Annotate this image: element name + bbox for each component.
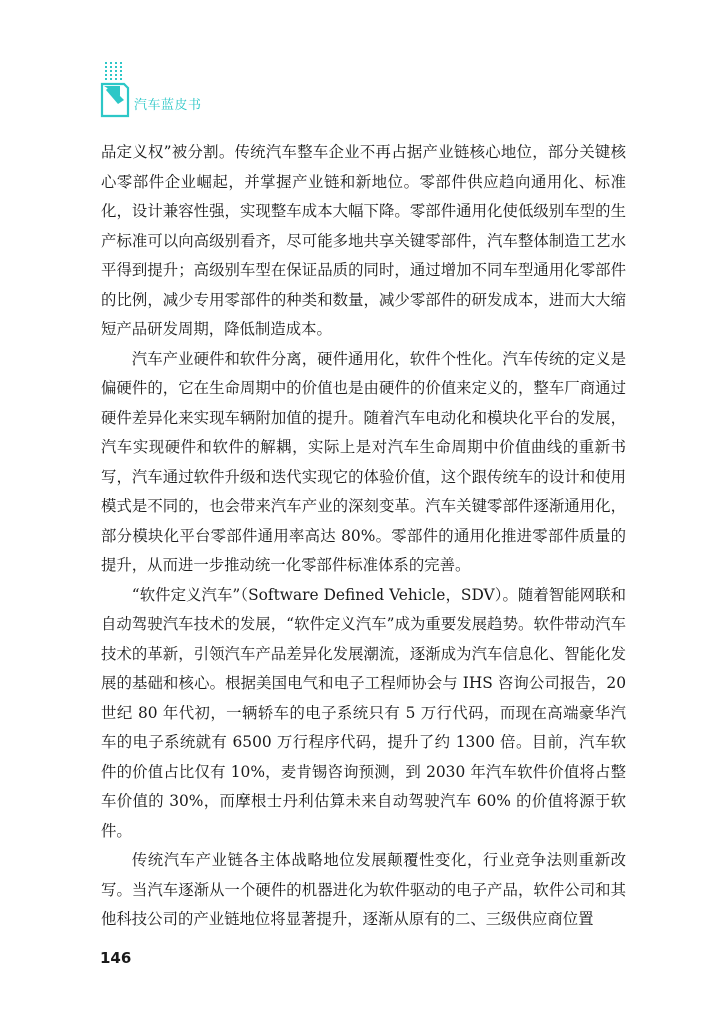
paragraph-continued: 品定义权”被分割。传统汽车整车企业不再占据产业链核心地位，部分关键核心零部件企业崛起，并掌握产业链和新地位。零部件供应趋向通用化、标准化，设计兼容性强，实现整车成本大幅下降。零部件通用化使低级别车型的生产标准可以向高级别看齐，尽可能多地共享关键零部件，汽车整体制造工艺水平得到提升；高级别车型在保证品质的同时，通过增加不同车型通用化零部件的比例，减少专用零部件的种类和数量，减少零部件的研发成本，进而大大缩短产品研发周期，降低制造成本。 — [101, 143, 626, 338]
page-number: 146 — [100, 949, 132, 967]
body-text — [101, 138, 626, 935]
paragraph: “软件定义汽车”（Software Defined Vehicle，SDV）。随着智能网联和自动驾驶汽车技术的发展，“软件定义汽车”成为重要发展趋势。软件带动汽车技术的革新，引领汽车产品差异化发展潮流，逐渐成为汽车信息化、智能化发展的基础和核心。根据美国电气和电子工程师协会与 IHS 咨询公司报告，20 世纪 80 年代初，一辆轿车的电子系统只有 5 万行代码，而现在高端豪华汽车的电子系统就有 6500 万行程序代码，提升了约 1300 倍。目前，汽车软件的价值占比仅有 10%，麦肯锡咨询预测，到 2030 年汽车软件价值将占整车价值的 30%，而摩根士丹利估算未来自动驾驶汽车 60% 的价值将源于软件。 — [101, 585, 626, 840]
paragraph: 传统汽车产业链各主体战略地位发展颠覆性变化，行业竞争法则重新改写。当汽车逐渐从一个硬件的机器进化为软件驱动的电子产品，软件公司和其他科技公司的产业链地位将显著提升，逐渐从原有的二、三级供应商位置 — [101, 851, 626, 928]
book-corner-icon — [100, 62, 130, 122]
running-header — [100, 62, 300, 122]
paragraph: 汽车产业硬件和软件分离，硬件通用化，软件个性化。汽车传统的定义是偏硬件的，它在生命周期中的价值也是由硬件的价值来定义的，整车厂商通过硬件差异化来实现车辆附加值的提升。随着汽车电动化和模块化平台的发展，汽车实现硬件和软件的解耦，实际上是对汽车生命周期中价值曲线的重新书写，汽车通过软件升级和迭代实现它的体验价值，这个跟传统车的设计和使用模式是不同的，也会带来汽车产业的深刻变革。汽车关键零部件逐渐通用化，部分模块化平台零部件通用率高达 80%。零部件的通用化推进零部件质量的提升，从而进一步推动统一化零部件标准体系的完善。 — [101, 349, 626, 574]
book-title: 汽车蓝皮书 — [134, 98, 202, 113]
